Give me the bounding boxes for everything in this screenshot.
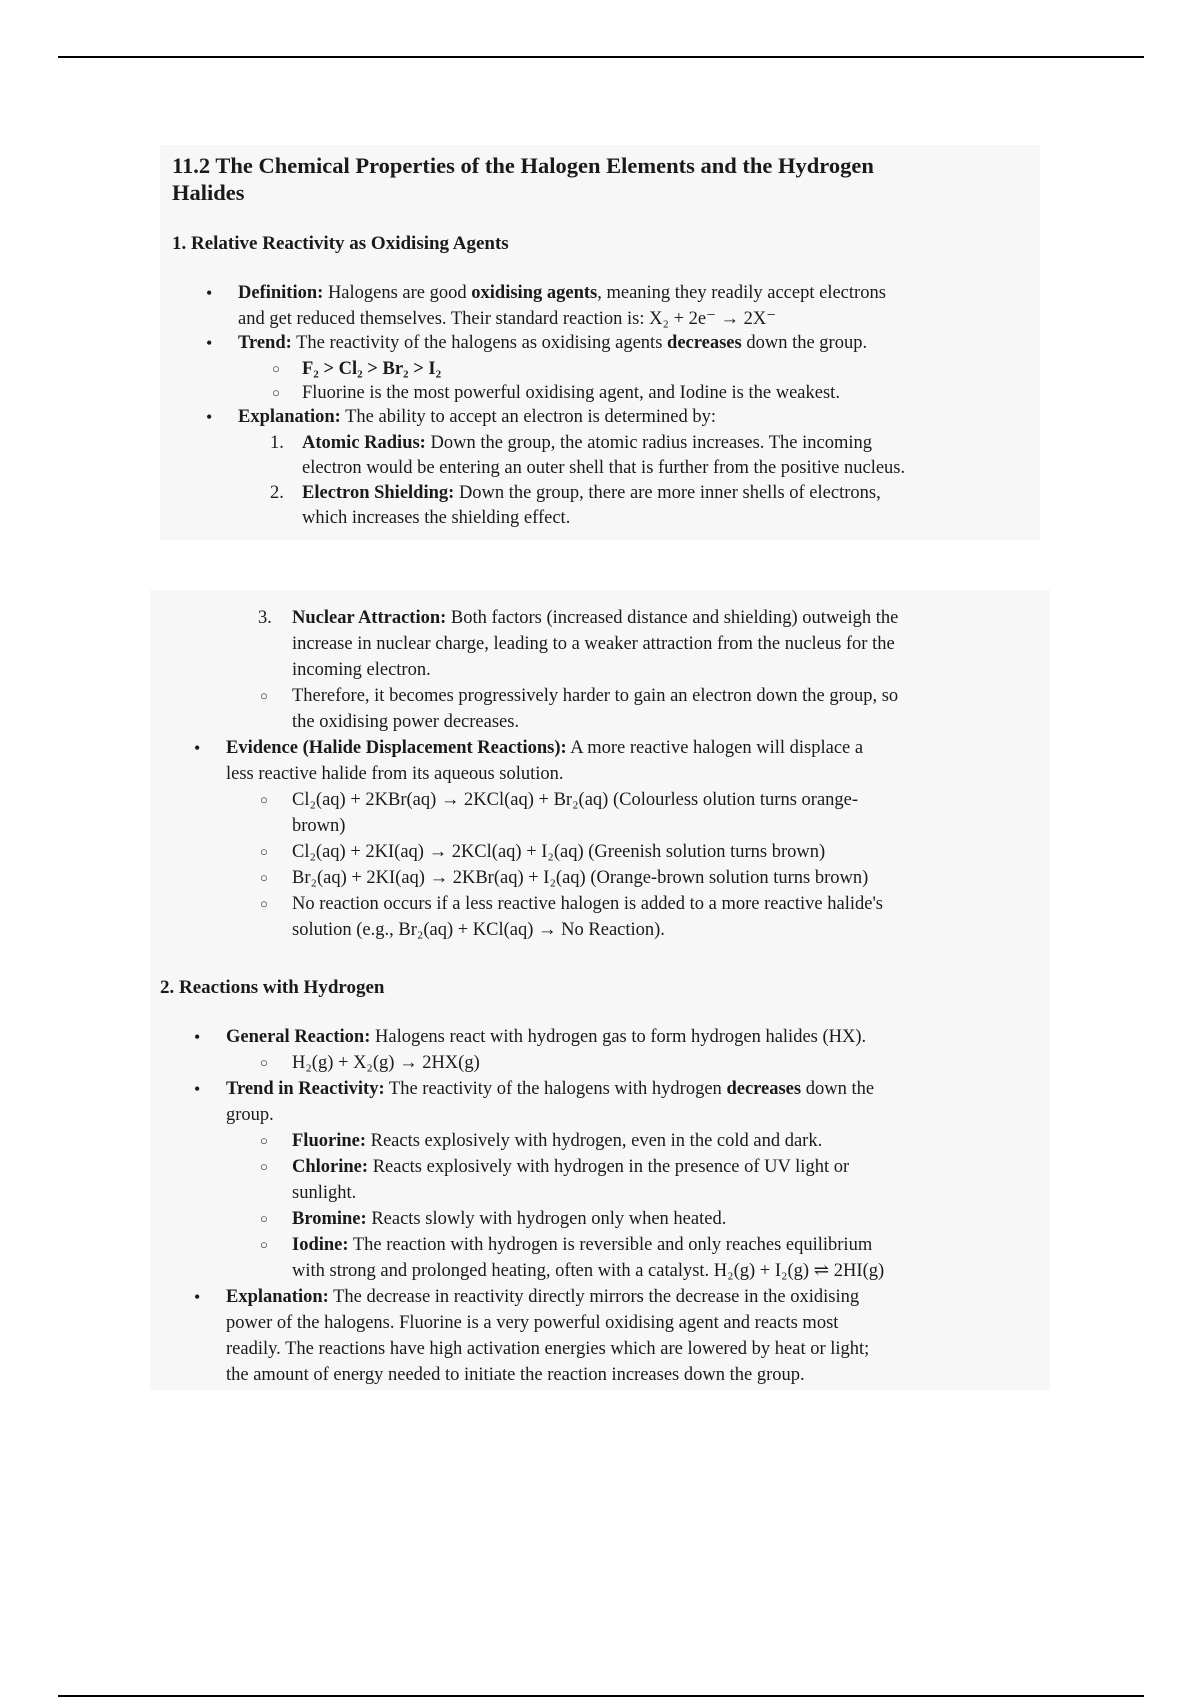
factor-number: 2. [270, 483, 284, 503]
bottom-rule [58, 1695, 1144, 1697]
iodine-line-2: with strong and prolonged heating, often with a catalyst. H₂(g) + I₂(g) ⇌ 2HI(g) [292, 1261, 885, 1281]
trend-order: F₂ > Cl₂ > Br₂ > I₂ [302, 359, 442, 379]
trend-reactivity-line-2: group. [226, 1105, 274, 1125]
bullet-icon: • [194, 1287, 201, 1307]
circle-bullet-icon: ○ [260, 1055, 268, 1070]
factor-number: 3. [258, 608, 272, 628]
general-equation: H₂(g) + X₂(g) → 2HX(g) [292, 1053, 480, 1073]
factor-atomic-radius-line-2: electron would be entering an outer shell that is further from the positive nucleus. [302, 458, 906, 478]
bullet-icon: • [194, 1027, 201, 1047]
reaction-4-line-2: solution (e.g., Br₂(aq) + KCl(aq) → No Reaction). [292, 920, 665, 940]
definition-line-2: and get reduced themselves. Their standard reaction is: X₂ + 2e⁻ → 2X⁻ [238, 309, 776, 329]
factor-nuclear-line-2: increase in nuclear charge, leading to a weaker attraction from the nucleus for the [292, 634, 895, 654]
factor-shielding-line-1: Electron Shielding: Down the group, there are more inner shells of electrons, [302, 483, 881, 503]
bullet-icon: • [206, 407, 213, 427]
section-2-heading: 2. Reactions with Hydrogen [160, 977, 385, 998]
factor-atomic-radius-line-1: Atomic Radius: Down the group, the atomic radius increases. The incoming [302, 433, 872, 453]
definition-line-1: Definition: Halogens are good oxidising agents, meaning they readily accept electrons [238, 283, 886, 303]
factor-nuclear-line-3: incoming electron. [292, 660, 431, 680]
bullet-icon: • [206, 283, 213, 303]
explanation2-line-4: the amount of energy needed to initiate the reaction increases down the group. [226, 1365, 805, 1385]
circle-bullet-icon: ○ [260, 1211, 268, 1226]
chlorine-line-1: Chlorine: Reacts explosively with hydrogen in the presence of UV light or [292, 1157, 850, 1177]
circle-bullet-icon: ○ [260, 688, 268, 703]
reaction-3: Br₂(aq) + 2KI(aq) → 2KBr(aq) + I₂(aq) (Orange-brown solution turns brown) [292, 868, 869, 888]
fluorine-line: Fluorine: Reacts explosively with hydrogen, even in the cold and dark. [292, 1131, 823, 1151]
bullet-icon: • [206, 333, 213, 353]
circle-bullet-icon: ○ [260, 792, 268, 807]
circle-bullet-icon: ○ [260, 1237, 268, 1252]
iodine-line-1: Iodine: The reaction with hydrogen is reversible and only reaches equilibrium [292, 1235, 873, 1255]
reaction-1-line-1: Cl₂(aq) + 2KBr(aq) → 2KCl(aq) + Br₂(aq) (Colourless olution turns orange- [292, 790, 859, 810]
bromine-line: Bromine: Reacts slowly with hydrogen only when heated. [292, 1209, 727, 1229]
circle-bullet-icon: ○ [260, 1133, 268, 1148]
circle-bullet-icon: ○ [260, 1159, 268, 1174]
circle-bullet-icon: ○ [260, 870, 268, 885]
factor-nuclear-line-1: Nuclear Attraction: Both factors (increased distance and shielding) outweigh the [292, 608, 899, 628]
therefore-line-2: the oxidising power decreases. [292, 712, 520, 732]
chlorine-line-2: sunlight. [292, 1183, 357, 1203]
bullet-icon: • [194, 738, 201, 758]
explanation2-line-2: power of the halogens. Fluorine is a very powerful oxidising agent and reacts most [226, 1313, 839, 1333]
circle-bullet-icon: ○ [260, 844, 268, 859]
factor-shielding-line-2: which increases the shielding effect. [302, 508, 571, 528]
explanation2-line-3: readily. The reactions have high activation energies which are lowered by heat or light; [226, 1339, 870, 1359]
circle-bullet-icon: ○ [272, 385, 280, 400]
section-1-heading: 1. Relative Reactivity as Oxidising Agents [172, 233, 509, 254]
bullet-icon: • [194, 1079, 201, 1099]
title-line-2: Halides [172, 180, 245, 205]
title-line-1: 11.2 The Chemical Properties of the Halogen Elements and the Hydrogen [172, 153, 874, 178]
reaction-4-line-1: No reaction occurs if a less reactive halogen is added to a more reactive halide's [292, 894, 883, 914]
circle-bullet-icon: ○ [260, 896, 268, 911]
reaction-1-line-2: brown) [292, 816, 346, 836]
factor-number: 1. [270, 433, 284, 453]
evidence-line-2: less reactive halide from its aqueous solution. [226, 764, 564, 784]
general-reaction-line: General Reaction: Halogens react with hydrogen gas to form hydrogen halides (HX). [226, 1027, 867, 1047]
reaction-2: Cl₂(aq) + 2KI(aq) → 2KCl(aq) + I₂(aq) (Greenish solution turns brown) [292, 842, 826, 862]
circle-bullet-icon: ○ [272, 361, 280, 376]
definition-label: Definition: [238, 283, 324, 303]
therefore-line-1: Therefore, it becomes progressively harder to gain an electron down the group, so [292, 686, 899, 706]
trend-reactivity-line-1: Trend in Reactivity: The reactivity of the halogens with hydrogen decreases down the [226, 1079, 875, 1099]
trend-note: Fluorine is the most powerful oxidising agent, and Iodine is the weakest. [302, 383, 840, 403]
page-title [172, 152, 874, 206]
explanation-line: Explanation: The ability to accept an electron is determined by: [238, 407, 716, 427]
top-rule [58, 56, 1144, 58]
explanation2-line-1: Explanation: The decrease in reactivity directly mirrors the decrease in the oxidising [226, 1287, 860, 1307]
trend-line: Trend: The reactivity of the halogens as oxidising agents decreases down the group. [238, 333, 868, 353]
evidence-line-1: Evidence (Halide Displacement Reactions): A more reactive halogen will displace a [226, 738, 864, 758]
